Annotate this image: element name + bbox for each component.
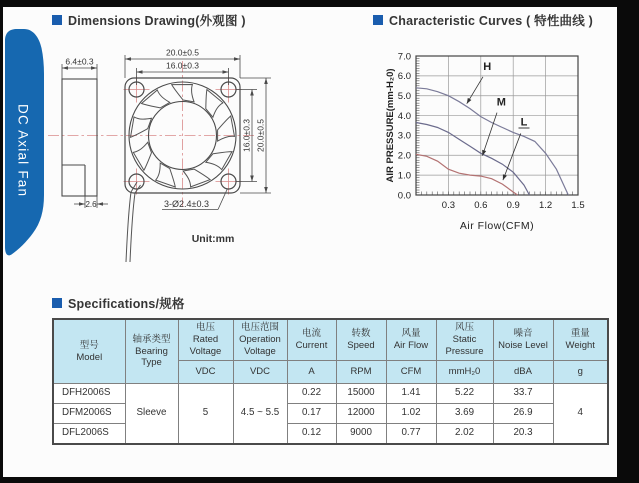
lead-wires — [126, 182, 141, 262]
cell-pressure: 5.22 — [436, 384, 493, 404]
dimension-labels — [65, 48, 265, 246]
dim-mounting-holes: 3-Ø2.4±0.3 — [164, 199, 209, 209]
unit-rpm: RPM — [336, 361, 386, 384]
cell-weight: 4 — [553, 384, 608, 445]
cell-airflow: 1.02 — [386, 404, 436, 424]
curve-label-M: M — [496, 96, 506, 109]
col-header-weight: 重量 Weight — [553, 319, 608, 361]
dim-hub-step: 2.6 — [85, 200, 97, 209]
section-header-curves — [373, 12, 593, 28]
col-header-noise: 噪音 Noise Level — [493, 319, 553, 361]
dim-frame-height-right: 20.0±0.5 — [255, 118, 266, 153]
ribbon-label: DC Axial Fan — [15, 104, 31, 198]
unit-vdc: VDC — [178, 361, 233, 384]
unit-dba: dBA — [493, 361, 553, 384]
cell-noise: 26.9 — [493, 404, 553, 424]
svg-text:0.9: 0.9 — [506, 200, 520, 211]
col-header-current: 电流 Current — [287, 319, 336, 361]
cell-operation-voltage: 4.5 ~ 5.5 — [233, 384, 287, 445]
col-header-bearing: 轴承类型 Bearing Type — [125, 319, 178, 384]
svg-text:5.0: 5.0 — [397, 91, 411, 103]
cell-model: DFH2006S — [53, 384, 125, 404]
cell-airflow: 1.41 — [386, 384, 436, 404]
cell-current: 0.22 — [287, 384, 336, 404]
col-header-speed: 转数 Speed — [336, 319, 386, 361]
cell-pressure: 3.69 — [436, 404, 493, 424]
dimensions-drawing — [40, 35, 330, 270]
svg-text:0.3: 0.3 — [441, 200, 456, 211]
cell-airflow: 0.77 — [386, 424, 436, 445]
dim-hole-pitch-top: 16.0±0.3 — [165, 60, 200, 71]
section-bullet-icon — [52, 15, 62, 25]
col-header-operation-voltage: 电压范围 Operation Voltage — [233, 319, 287, 361]
svg-text:0.0: 0.0 — [397, 190, 411, 202]
chart-y-axis-label: AIR PRESSURE(mm-H₂0) — [385, 68, 396, 183]
unit-g: g — [553, 361, 608, 384]
col-header-static-pressure: 风压 Static Pressure — [436, 319, 493, 361]
table-row — [53, 384, 608, 404]
unit-note: Unit:mm — [191, 233, 235, 245]
curve-label-L: L — [520, 116, 528, 129]
svg-text:3.0: 3.0 — [397, 130, 411, 142]
dim-side-width: 6.4±0.3 — [65, 56, 94, 67]
section-title: Specifications/规格 — [68, 297, 185, 311]
unit-vdc: VDC — [233, 361, 287, 384]
unit-cfm: CFM — [386, 361, 436, 384]
unit-mmh2o: mmH₂0 — [436, 361, 493, 384]
svg-text:2.0: 2.0 — [397, 150, 411, 162]
cell-speed: 9000 — [336, 424, 386, 445]
curve-label-H: H — [483, 60, 492, 73]
specifications-table — [52, 318, 609, 445]
cell-noise: 33.7 — [493, 384, 553, 404]
cell-noise: 20.3 — [493, 424, 553, 445]
cell-current: 0.17 — [287, 404, 336, 424]
characteristic-curves-chart — [355, 30, 615, 242]
cell-pressure: 2.02 — [436, 424, 493, 445]
cell-speed: 12000 — [336, 404, 386, 424]
section-title: Characteristic Curves ( 特性曲线 ) — [389, 14, 593, 28]
section-bullet-icon — [52, 298, 62, 308]
svg-text:6.0: 6.0 — [397, 71, 411, 83]
section-title: Dimensions Drawing(外观图 ) — [68, 14, 246, 28]
dim-frame-width: 20.0±0.5 — [165, 47, 200, 58]
col-header-airflow: 风量 Air Flow — [386, 319, 436, 361]
svg-text:1.0: 1.0 — [397, 170, 411, 182]
cell-current: 0.12 — [287, 424, 336, 445]
curve-L — [416, 154, 518, 195]
cell-model: DFM2006S — [53, 404, 125, 424]
cell-model: DFL2006S — [53, 424, 125, 445]
cell-speed: 15000 — [336, 384, 386, 404]
svg-text:1.2: 1.2 — [538, 200, 553, 211]
svg-text:0.6: 0.6 — [474, 200, 488, 211]
unit-a: A — [287, 361, 336, 384]
section-header-dimensions — [52, 12, 246, 28]
cell-bearing: Sleeve — [125, 384, 178, 445]
chart-plot-area — [398, 51, 585, 211]
section-header-specifications — [52, 295, 185, 311]
svg-text:1.5: 1.5 — [571, 200, 585, 211]
chart-x-axis-label: Air Flow(CFM) — [459, 220, 535, 232]
col-header-model: 型号 Model — [53, 319, 125, 384]
dim-hole-pitch-right: 16.0±0.3 — [241, 118, 252, 153]
fan-side-view — [62, 79, 97, 196]
section-bullet-icon — [373, 15, 383, 25]
col-header-rated-voltage: 电压 Rated Voltage — [178, 319, 233, 361]
svg-text:7.0: 7.0 — [397, 51, 411, 63]
svg-text:4.0: 4.0 — [397, 110, 411, 122]
cell-rated-voltage: 5 — [178, 384, 233, 445]
